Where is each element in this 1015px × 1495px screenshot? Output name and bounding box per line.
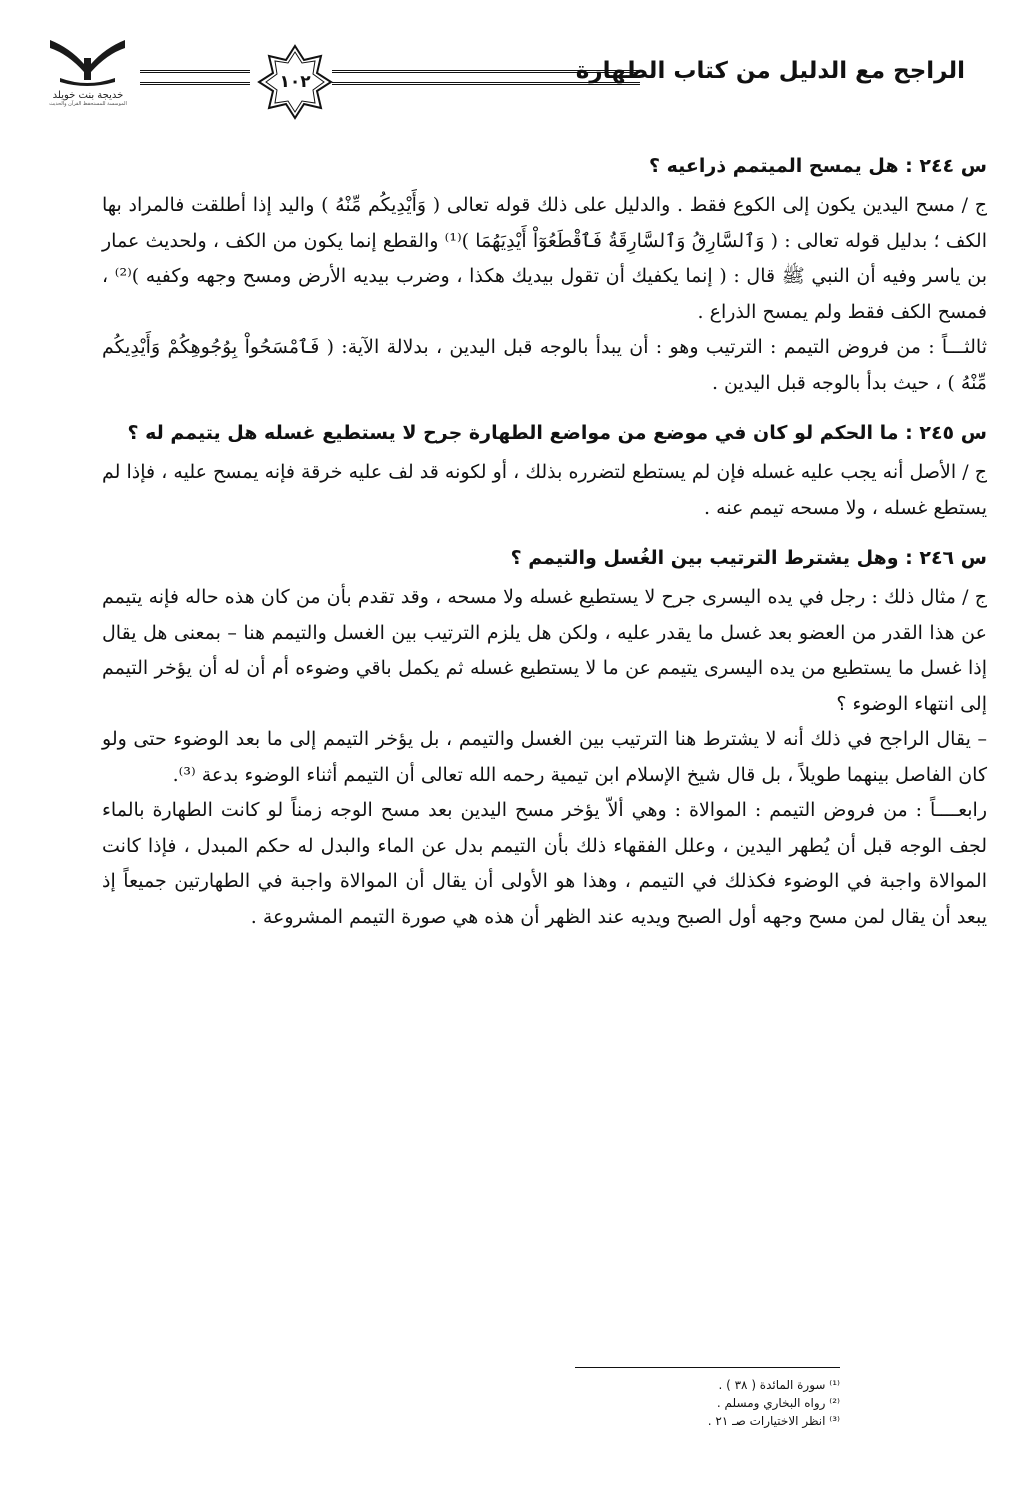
- question-section: [102, 415, 987, 526]
- logo-caption: [44, 90, 132, 107]
- footnote: ⁽¹⁾ سورة المائدة ( ٣٨ ) .: [718, 1378, 840, 1392]
- question-heading: س ٢٤٥ : ما الحكم لو كان في موضع من مواضع الطهارة جرح لا يستطيع غسله هل يتيمم له ؟: [127, 422, 987, 444]
- logo-subcaption-text: الموسسة للمستحفظ القرآن والحديث: [49, 101, 127, 107]
- publisher-logo: [40, 28, 135, 123]
- answer-paragraph: ج / مسح اليدين يكون إلى الكوع فقط . والدليل على ذلك قوله تعالى ( وَأَيْدِيكُم مِّنْهُ ) واليد إذا أطلقت فالمراد بها الكف ؛ بدليل قوله تعالى : ( وَٱلسَّارِقُ وَٱلسَّارِقَةُ فَٱقْطَعُوٓاْ أَيْدِيَهُمَا )⁽¹⁾ والقطع إنما يكون من الكف ، ولحديث عمار بن ياسر وفيه أن النبي ﷺ قال : ( إنما يكفيك أن تقول بيديك هكذا ، وضرب بيديه الأرض ومسح وجهه وكفيه )⁽²⁾ ، فمسح الكف فقط ولم يمسح الذراع .: [102, 194, 987, 323]
- header-rule-right: [332, 70, 640, 85]
- section-gap: [102, 401, 987, 415]
- logo-caption-text: خديجة بنت خويلد: [52, 90, 124, 101]
- header-rule-left: [140, 70, 250, 85]
- answer-paragraph: – يقال الراجح في ذلك أنه لا يشترط هنا الترتيب بين الغسل والتيمم ، بل يؤخر التيمم إلى ما بعد الوضوء حتى ولو كان الفاصل بينهما طويلاً ، بل قال شيخ الإسلام ابن تيمية رحمه الله تعالى أن التيمم أثناء الوضوء بدعة ⁽³⁾.: [102, 728, 987, 786]
- book-stand-logo-icon: [40, 28, 135, 90]
- answer-paragraph: رابعــــاً : من فروض التيمم : الموالاة : وهي ألاّ يؤخر مسح اليدين بعد مسح الوجه زمناً لو كانت الطهارة بالماء لجف الوجه قبل أن يُطهر اليدين ، وعلل الفقهاء ذلك بأن التيمم بدل عن الماء والبدل له حكم المبدل ، فإذا كانت الموالاة واجبة في الوضوء فكذلك في التيمم ، وهذا هو الأولى أن يقال أن الموالاة واجبة في الطهارتين جميعاً إذ يبعد أن يقال لمن مسح وجهه أول الصبح ويديه عند الظهر أن هذه هي صورة التيمم المشروعة .: [102, 799, 987, 928]
- answer-paragraph: ج / مثال ذلك : رجل في يده اليسرى جرح لا يستطيع غسله ولا مسحه ، وقد تقدم بأن من كان هذه حاله فإنه يتيمم عن هذا القدر من العضو بعد غسل ما يقدر عليه ، ولكن هل يلزم الترتيب بين الغسل والتيمم هنا – بمعنى هل يقال إذا غسل ما يستطيع من يده اليسرى يتيمم عن ما لا يستطيع غسله ثم يكمل باقي وضوءه أم أن له أن يؤخر التيمم إلى انتهاء الوضوء ؟: [102, 586, 987, 715]
- answer-paragraph: ج / الأصل أنه يجب عليه غسله فإن لم يستطع لتضرره بذلك ، أو لكونه قد لف عليه خرقة فإنه يمسح عليه ، فإذا لم يستطع غسله ، ولا مسحه تيمم عنه .: [102, 461, 987, 519]
- answer-paragraph: ثالثـــاً : من فروض التيمم : الترتيب وهو : أن يبدأ بالوجه قبل اليدين ، بدلالة الآية: ( فَٱمْسَحُواْ بِوُجُوهِكُمْ وَأَيْدِيكُم مِّنْهُ ) ، حيث بدأ بالوجه قبل اليدين .: [102, 336, 987, 394]
- question-section: [102, 540, 987, 935]
- question-heading: س ٢٤٦ : وهل يشترط الترتيب بين الغُسل والتيمم ؟: [510, 547, 987, 569]
- footnote: ⁽³⁾ انظر الاختيارات صـ ٢١ .: [707, 1414, 840, 1428]
- page-number: ١٠٢: [279, 72, 311, 92]
- question-heading: س ٢٤٤ : هل يمسح الميتمم ذراعيه ؟: [649, 155, 987, 177]
- page-body: [102, 148, 987, 935]
- footnote: ⁽²⁾ رواه البخاري ومسلم .: [716, 1396, 840, 1410]
- footnotes: [575, 1367, 840, 1430]
- book-title: الراجح مع الدليل من كتاب الطهارة: [575, 58, 965, 84]
- section-gap: [102, 526, 987, 540]
- page-number-badge: [255, 42, 335, 122]
- question-section: [102, 148, 987, 401]
- page-header: [40, 28, 995, 138]
